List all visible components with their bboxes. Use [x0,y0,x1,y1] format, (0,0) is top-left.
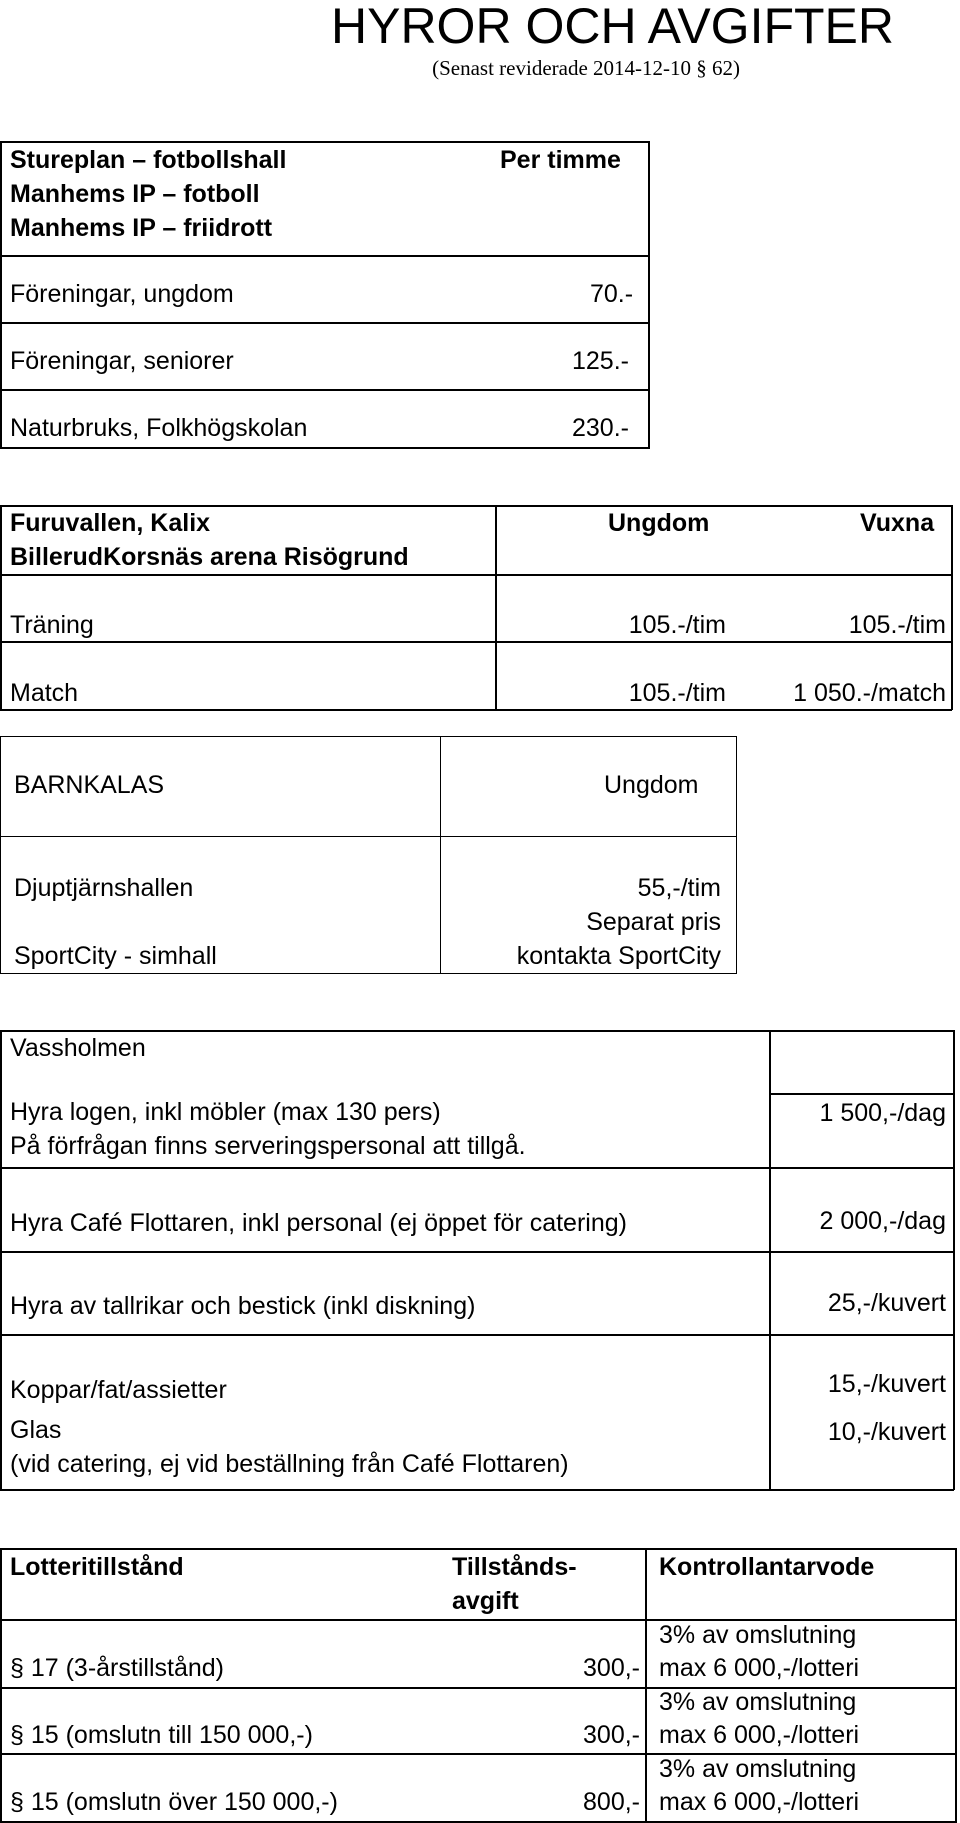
row-price: 15,-/kuvert [827,1370,946,1398]
row-label: Match [10,679,79,707]
permit-fee: 800,- [583,1788,640,1816]
control-fee: max 6 000,-/lotteri [659,1721,860,1749]
control-fee: 3% av omslutning [659,1621,857,1649]
header-barnkalas: BARNKALAS [14,771,165,799]
revision-note: (Senast reviderade 2014-12-10 § 62) [432,56,740,80]
header-fee: Tillstånds- [452,1553,577,1581]
permit-fee: 300,- [583,1721,640,1749]
row-label: På förfrågan finns serveringspersonal att tillgå. [10,1132,526,1160]
venue-name: BillerudKorsnäs arena Risögrund [10,543,409,571]
control-fee: max 6 000,-/lotteri [659,1788,860,1816]
control-fee: 3% av omslutning [659,1688,857,1716]
row-label: (vid catering, ej vid beställning från Café Flottaren) [10,1450,569,1478]
venue-name: Manhems IP – friidrott [10,214,273,242]
header-adult: Vuxna [860,509,935,537]
adult-price: 105.-/tim [848,611,946,639]
permit-type: § 15 (omslutn till 150 000,-) [10,1721,313,1749]
row-price: kontakta SportCity [516,942,721,970]
header-fee: avgift [452,1587,519,1615]
row-price: 2 000,-/dag [819,1207,946,1235]
row-label: Hyra logen, inkl möbler (max 130 pers) [10,1098,441,1126]
venue-name: Stureplan – fotbollshall [10,146,287,174]
row-label: Koppar/fat/assietter [10,1376,227,1404]
header-youth: Ungdom [608,509,710,537]
row-price: 1 500,-/dag [819,1099,946,1127]
row-price: 25,-/kuvert [827,1289,946,1317]
row-label: Naturbruks, Folkhögskolan [10,414,308,442]
permit-fee: 300,- [583,1654,640,1682]
row-price: 125.- [572,347,629,375]
row-price: 230.- [572,414,629,442]
row-label: Glas [10,1416,62,1444]
permit-type: § 15 (omslutn över 150 000,-) [10,1788,338,1816]
row-label: Hyra Café Flottaren, inkl personal (ej öppet för catering) [10,1209,627,1237]
header-control: Kontrollantarvode [659,1553,875,1581]
youth-price: 105.-/tim [628,679,726,707]
row-price: 10,-/kuvert [827,1418,946,1446]
venue-name: Manhems IP – fotboll [10,180,260,208]
venue-name: Furuvallen, Kalix [10,509,211,537]
control-fee: max 6 000,-/lotteri [659,1654,860,1682]
adult-price: 1 050.-/match [793,679,946,707]
header-per-hour: Per timme [500,146,621,174]
row-label: Djuptjärnshallen [14,874,194,902]
row-price: Separat pris [586,908,721,936]
header-permit: Lotteritillstånd [10,1553,184,1581]
header-youth: Ungdom [604,771,699,799]
row-price: 55,-/tim [637,874,721,902]
row-label: Föreningar, ungdom [10,280,234,308]
header-vassholmen: Vassholmen [10,1034,146,1062]
permit-type: § 17 (3-årstillstånd) [10,1654,224,1682]
row-label: Föreningar, seniorer [10,347,234,375]
row-price: 70.- [590,280,634,308]
page-title: HYROR OCH AVGIFTER [330,0,894,54]
youth-price: 105.-/tim [628,611,726,639]
row-label: Hyra av tallrikar och bestick (inkl diskning) [10,1292,476,1320]
row-label: Träning [10,611,94,639]
control-fee: 3% av omslutning [659,1755,857,1783]
row-label: SportCity - simhall [14,942,217,970]
